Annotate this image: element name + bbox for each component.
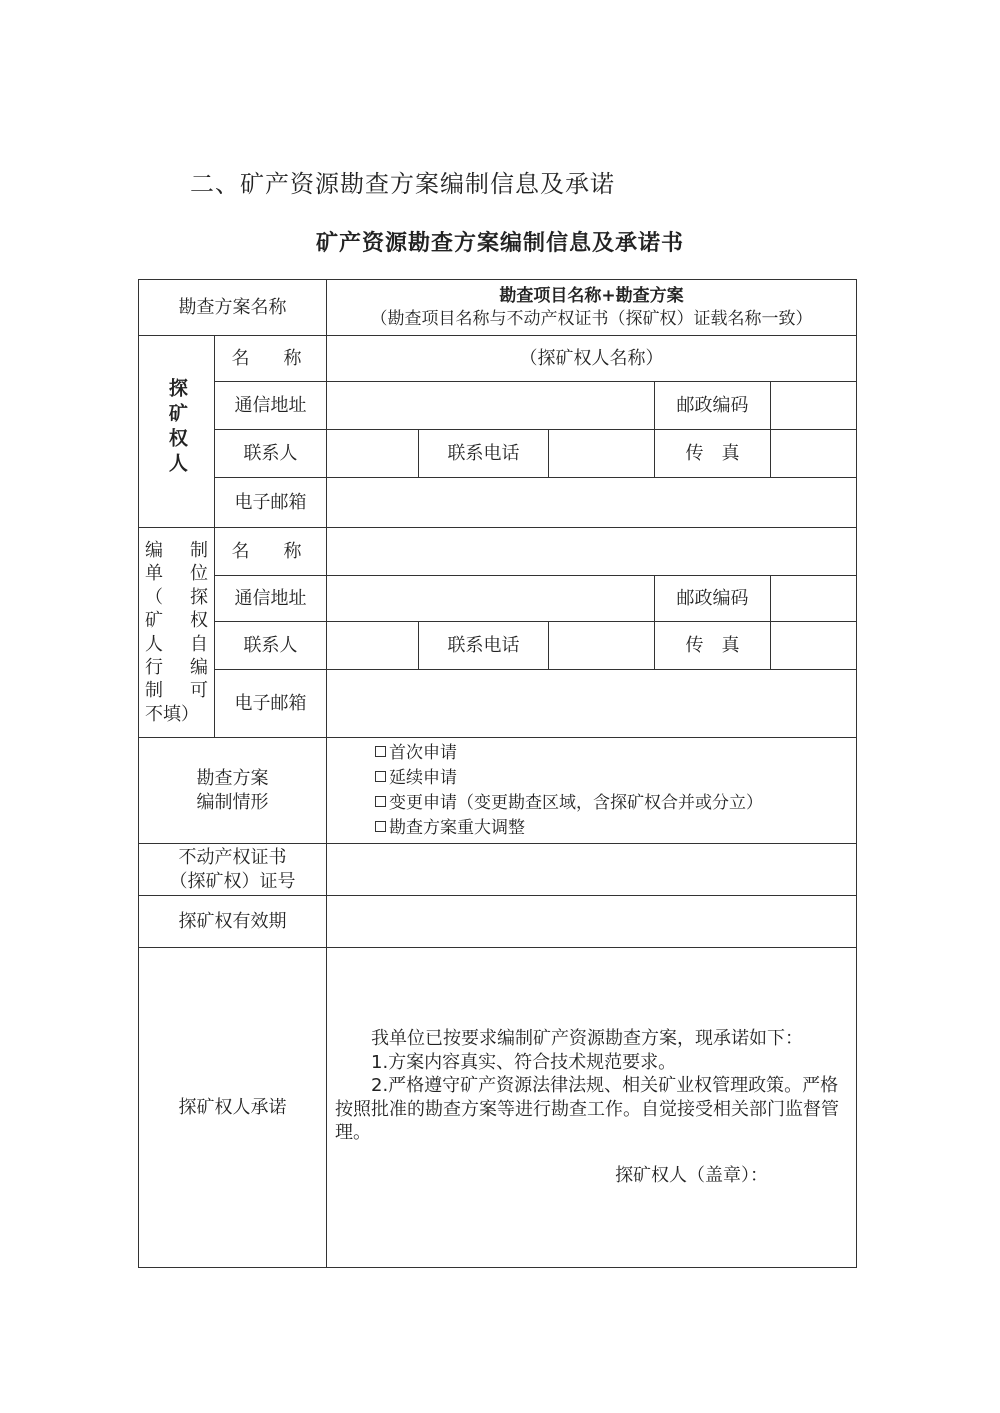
pledge-item-2: 2.严格遵守矿产资源法律法规、相关矿业权管理政策。严格按照批准的勘查方案等进行勘查工作。自觉接受相关部门监督管理。 (335, 1075, 839, 1143)
checkbox-icon[interactable] (375, 821, 386, 832)
certificate-label (139, 844, 327, 896)
compiler-phone-value[interactable] (549, 622, 655, 670)
validity-value[interactable] (327, 896, 857, 948)
holder-group-text: 探矿权人 (165, 378, 188, 479)
pledge-signature: 探矿权人（盖章）： (615, 1165, 769, 1187)
checkbox-icon[interactable] (375, 746, 386, 757)
holder-fax-label: 传 真 (655, 430, 771, 478)
checkbox-icon[interactable] (375, 771, 386, 782)
pledge-item-1: 1.方案内容真实、符合技术规范要求。 (371, 1051, 677, 1073)
compiler-contact-row (139, 622, 857, 670)
holder-address-row (139, 382, 857, 430)
compile-situation-label-line2: 编制情形 (196, 791, 269, 813)
pledge-row (139, 948, 857, 1268)
holder-address-label: 通信地址 (215, 382, 327, 430)
holder-address-value[interactable] (327, 382, 655, 430)
compiler-contact-value[interactable] (327, 622, 419, 670)
compiler-postal-value[interactable] (771, 576, 857, 622)
option-major-adjustment[interactable]: 勘查方案重大调整 (375, 816, 852, 841)
pledge-intro: 我单位已按要求编制矿产资源勘查方案，现承诺如下： (371, 1028, 803, 1050)
compiler-group-line: 编 制 (145, 539, 208, 561)
checkbox-icon[interactable] (375, 796, 386, 807)
compiler-contact-label: 联系人 (215, 622, 327, 670)
holder-email-value[interactable] (327, 478, 857, 528)
plan-name-value-line2: （勘查项目名称与不动产权证书（探矿权）证载名称一致） (370, 308, 813, 329)
validity-label: 探矿权有效期 (139, 896, 327, 948)
holder-group-label (139, 336, 215, 528)
pledge-form-table (138, 279, 857, 1268)
compiler-group-label (139, 528, 215, 738)
option-first-application[interactable]: 首次申请 (375, 741, 852, 766)
holder-contact-value[interactable] (327, 430, 419, 478)
compiler-group-line: 矿 权 (145, 610, 208, 632)
certificate-value[interactable] (327, 844, 857, 896)
holder-phone-value[interactable] (549, 430, 655, 478)
form-title: 矿产资源勘查方案编制信息及承诺书 (315, 231, 684, 256)
compiler-address-row (139, 576, 857, 622)
holder-fax-value[interactable] (771, 430, 857, 478)
compiler-address-label: 通信地址 (215, 576, 327, 622)
certificate-label-line2: （探矿权）证号 (169, 870, 296, 892)
holder-email-label: 电子邮箱 (215, 478, 327, 528)
compiler-name-value[interactable] (327, 528, 857, 576)
compiler-group-line: 单 位 (145, 563, 208, 585)
option-change-application[interactable]: 变更申请（变更勘查区域，含探矿权合并或分立） (375, 791, 852, 816)
option-renewal-application[interactable]: 延续申请 (375, 766, 852, 791)
compiler-name-row (139, 528, 857, 576)
certificate-label-line1: 不动产权证书 (178, 847, 287, 869)
compiler-name-label: 名 称 (215, 528, 327, 576)
compiler-group-line: 制 可 (145, 680, 208, 702)
compile-situation-label-line1: 勘查方案 (196, 768, 269, 790)
holder-postal-label: 邮政编码 (655, 382, 771, 430)
pledge-label: 探矿权人承诺 (139, 948, 327, 1268)
compiler-email-label: 电子邮箱 (215, 670, 327, 738)
holder-phone-label: 联系电话 (419, 430, 549, 478)
compiler-postal-label: 邮政编码 (655, 576, 771, 622)
plan-name-value[interactable] (327, 280, 857, 336)
holder-name-row (139, 336, 857, 382)
compiler-phone-label: 联系电话 (419, 622, 549, 670)
plan-name-value-line1: 勘查项目名称+勘查方案 (499, 286, 684, 307)
plan-name-label: 勘查方案名称 (139, 280, 327, 336)
holder-name-value[interactable]: （探矿权人名称） (327, 336, 857, 382)
compiler-fax-value[interactable] (771, 622, 857, 670)
compile-situation-label (139, 738, 327, 844)
holder-name-label: 名 称 (215, 336, 327, 382)
plan-name-row (139, 280, 857, 336)
holder-postal-value[interactable] (771, 382, 857, 430)
compile-situation-row (139, 738, 857, 844)
compiler-email-value[interactable] (327, 670, 857, 738)
compile-situation-options (327, 738, 857, 844)
compiler-group-line: （ 探 (145, 586, 208, 608)
compiler-group-line: 人 自 (145, 633, 208, 655)
compiler-email-row (139, 670, 857, 738)
validity-row (139, 896, 857, 948)
compiler-address-value[interactable] (327, 576, 655, 622)
pledge-content (327, 948, 857, 1268)
section-heading: 二、矿产资源勘查方案编制信息及承诺 (190, 170, 615, 198)
certificate-row (139, 844, 857, 896)
holder-email-row (139, 478, 857, 528)
compiler-group-line: 不填） (145, 703, 199, 725)
compiler-group-line: 行 编 (145, 656, 208, 678)
compiler-fax-label: 传 真 (655, 622, 771, 670)
holder-contact-label: 联系人 (215, 430, 327, 478)
holder-contact-row (139, 430, 857, 478)
